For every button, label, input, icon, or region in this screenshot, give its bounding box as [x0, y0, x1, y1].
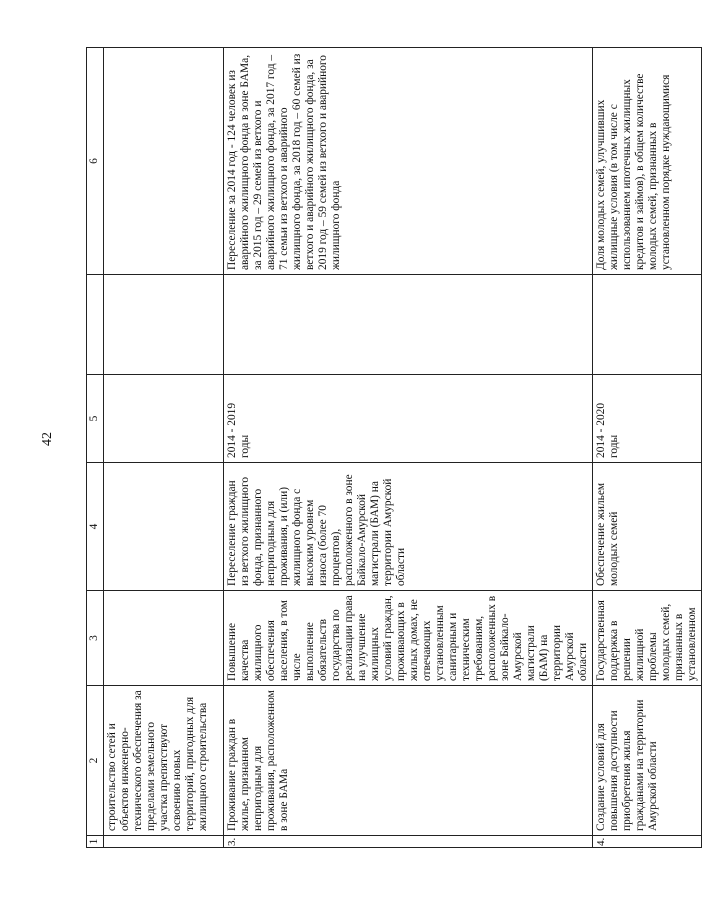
row-measure: Повышение качества жилищного обеспечения населения, в том числе выполнение обязательств государства по реализации права на улучшение жилищных условий граждан, проживающих в жилых домах, не отвечающих установленным санитарным и техническим требованиям, расположенных в зоне Байкало-Амурской магистрали (БАМ) на территории Амурской области [224, 591, 593, 686]
table-row [104, 48, 224, 848]
header-cell: 5 [87, 375, 104, 463]
row-number: 3. [224, 836, 593, 848]
header-cell: 2 [87, 686, 104, 836]
row-indicator [104, 48, 224, 275]
table-row [224, 48, 593, 848]
row-name: Создание условий для повышения доступности приобретения жилья гражданами на территории Амурской области [593, 686, 702, 836]
header-cell: 1 [87, 836, 104, 848]
table-row [593, 48, 702, 848]
row-period: 2014 - 2020 годы [593, 375, 702, 463]
header-cell: 3 [87, 591, 104, 686]
row-empty-cell [104, 275, 224, 375]
row-period: 2014 - 2019 годы [224, 375, 593, 463]
row-number: 4. [593, 836, 702, 848]
row-period [104, 375, 224, 463]
row-result: Обеспечение жильем молодых семей [593, 463, 702, 591]
row-indicator: Доля молодых семей, улучшивших жилищные условия (в том числе с использованием ипотечных жилищных кредитов и займов), в общем количестве молодых семей, признанных в установленном порядке нуждающимися [593, 48, 702, 275]
row-empty-cell [593, 275, 702, 375]
row-result [104, 463, 224, 591]
header-cell: 6 [87, 48, 104, 275]
row-name: строительство сетей и объектов инженерно-технического обеспечения за пределами земельного участка препятствуют освоению новых территорий, пригодных для жилищного строительства [104, 686, 224, 836]
page-number: 42 [40, 432, 55, 446]
header-empty-cell [87, 275, 104, 375]
row-measure: Государственная поддержка в решении жилищной проблемы молодых семей, признанных в установленном [593, 591, 702, 686]
row-number [104, 836, 224, 848]
row-result: Переселение граждан из ветхого жилищного фонда, признанного непригодным для проживания, и (или) жилищного фонда с высоким уровнем износа (более 70 процентов), расположенного в зоне Байкало-Амурской магистрали (БАМ) на территории Амурской области [224, 463, 593, 591]
row-empty-cell [224, 275, 593, 375]
program-table [86, 48, 698, 848]
row-indicator: Переселение за 2014 год - 124 человек из аварийного жилищного фонда в зоне БАМа, за 2015 год – 29 семей из ветхого и аварийного жилищного фонда, за 2017 год – 71 семьи из ветхого и аварийного жилищного фонда, за 2018 год – 60 семей из ветхого и аварийного жилищного фонда, за 2019 год – 59 семей из ветхого и аварийного жилищного фонда [224, 48, 593, 275]
header-cell: 4 [87, 463, 104, 591]
header-row [87, 48, 104, 848]
row-name: Проживание граждан в жилье, признанном непригодным для проживания, расположенном в зоне БАМа [224, 686, 593, 836]
row-measure [104, 591, 224, 686]
